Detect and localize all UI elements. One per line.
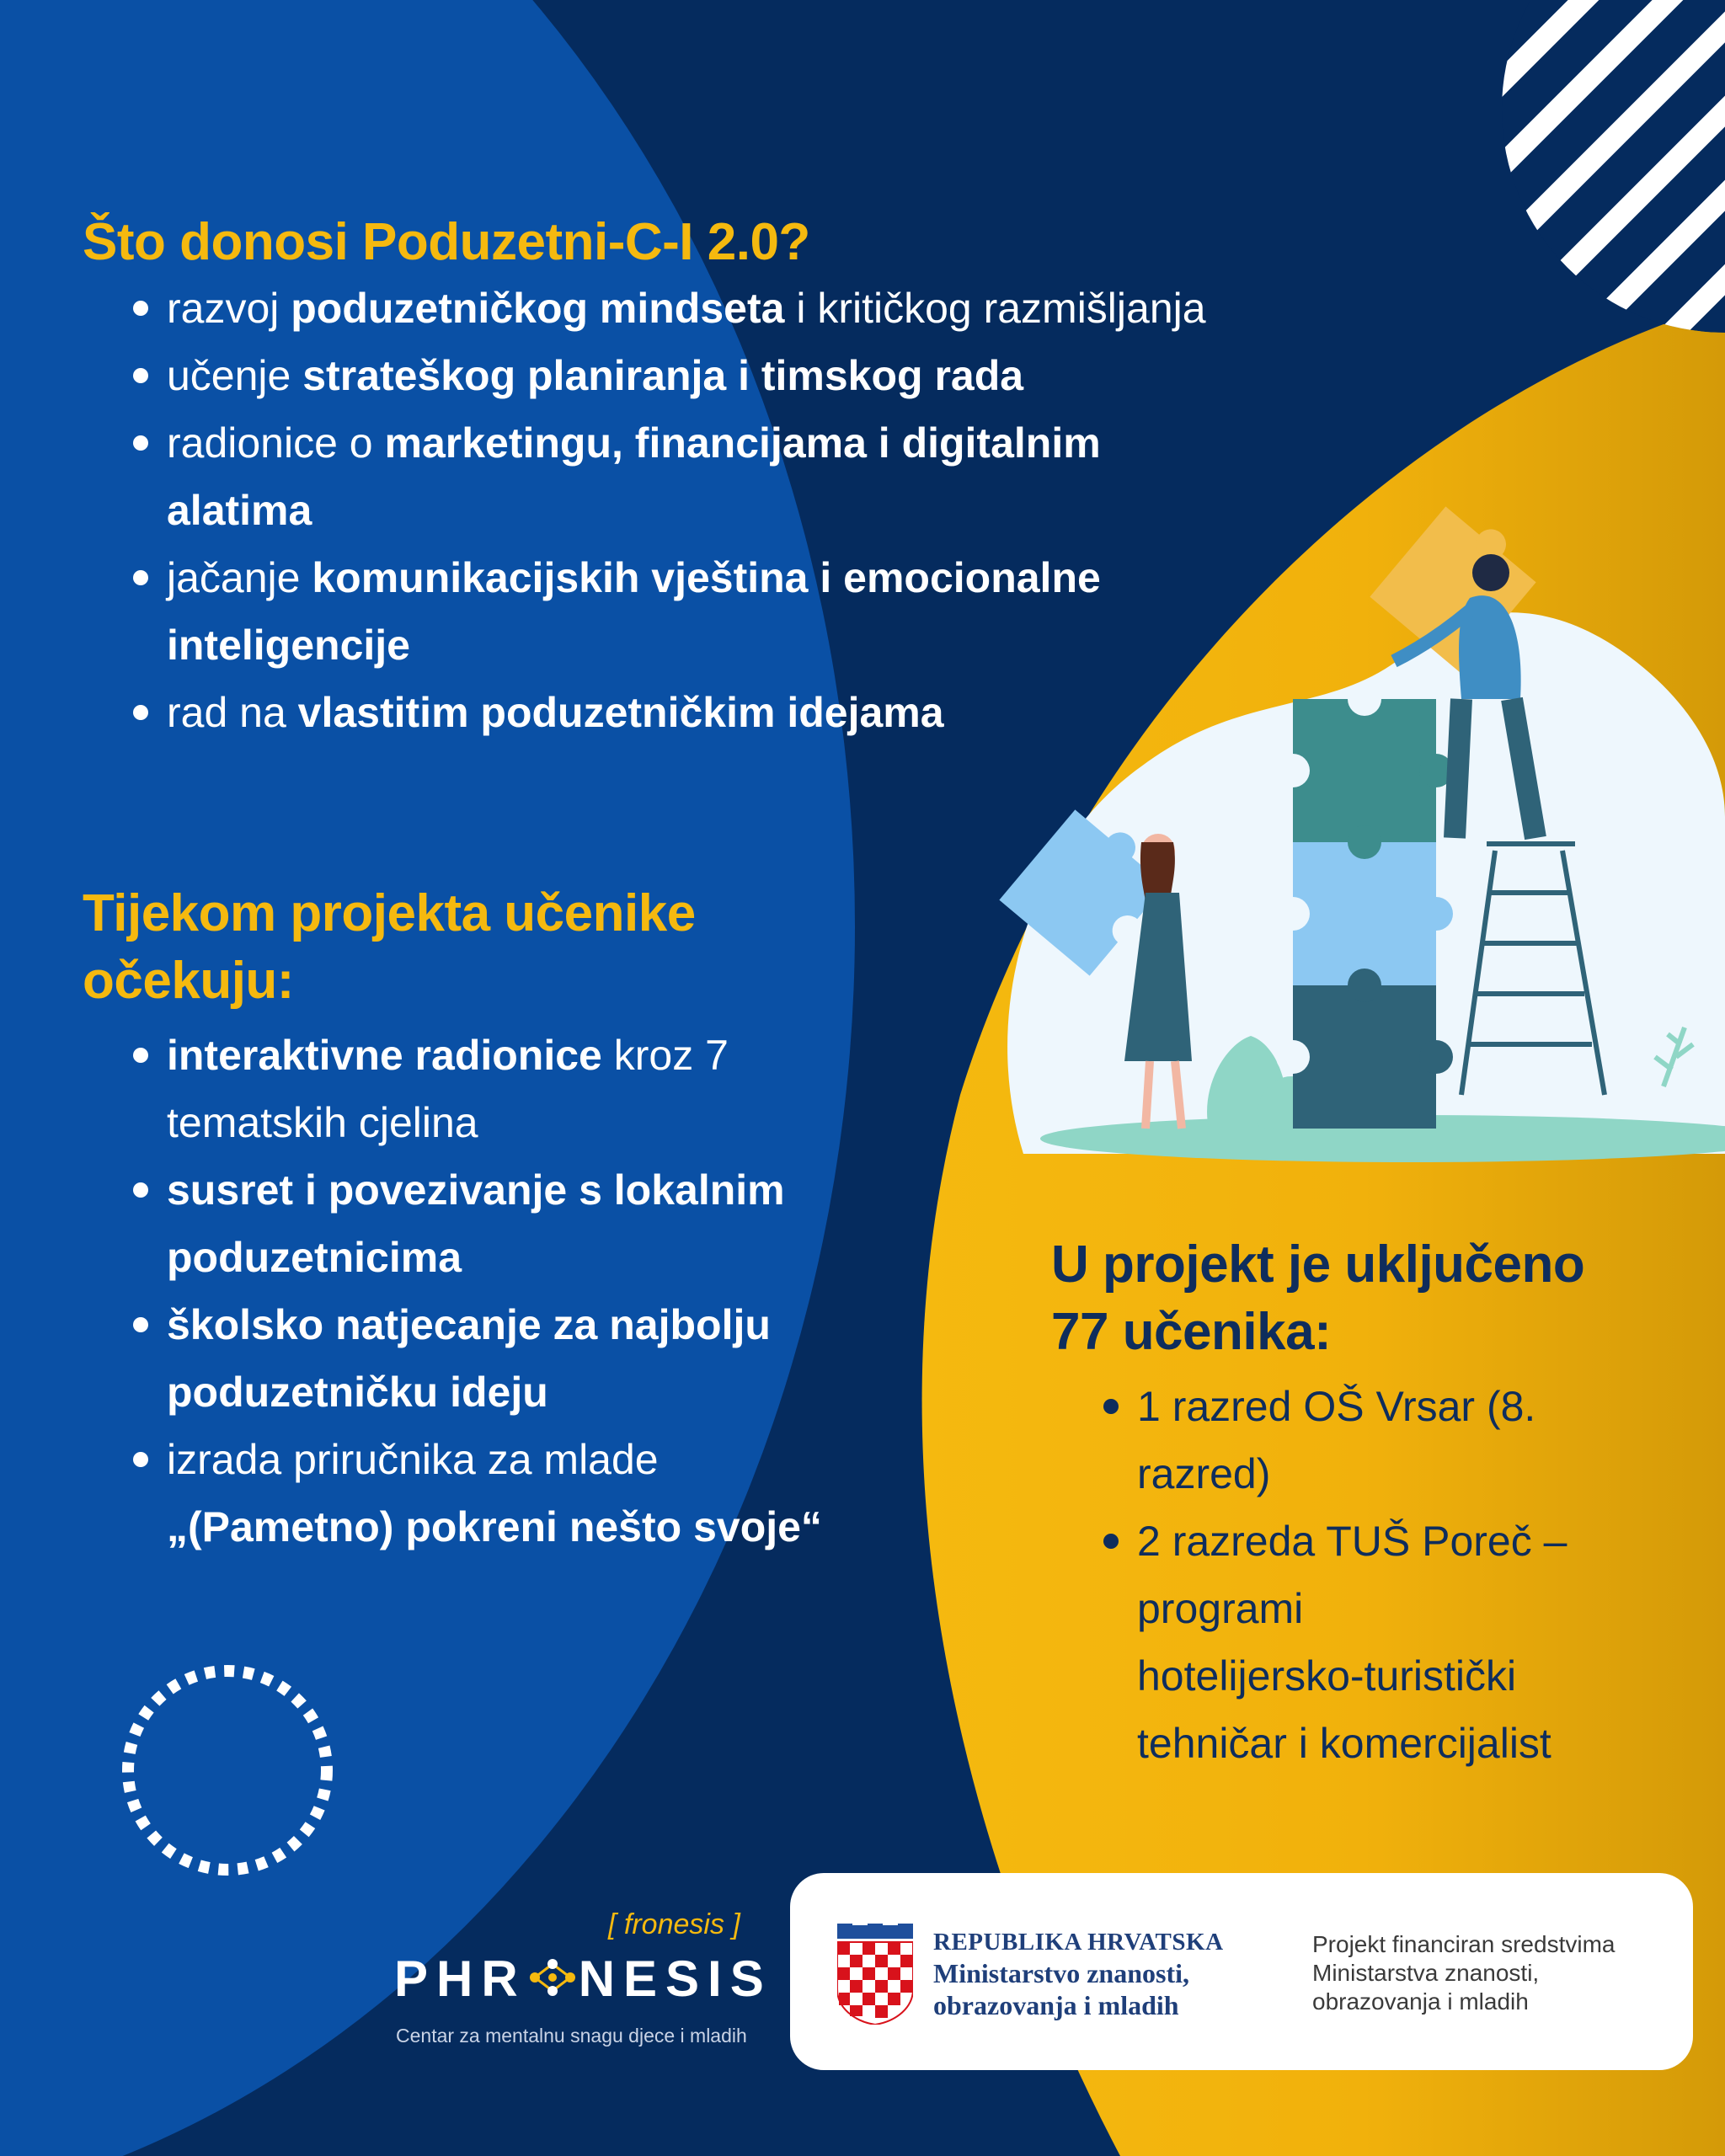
list-item: učenje strateškog planiranja i timskog rada <box>133 342 1346 409</box>
list-item: rad na vlastitim poduzetničkim idejama <box>133 679 1346 746</box>
section-participants <box>1051 1231 1691 1777</box>
fronesis-label: [ fronesis ] <box>608 1908 740 1940</box>
expectations-list <box>133 1022 925 1561</box>
participants-list <box>1103 1373 1691 1777</box>
section-intro <box>83 209 1346 746</box>
section-expectations <box>83 880 925 1561</box>
intro-list <box>133 275 1346 746</box>
funding-note: Projekt financiran sredstvima Ministarstva znanosti, obrazovanja i mladih <box>1312 1931 1616 2015</box>
section-participants-title: U projekt je uključeno 77 učenika: <box>1051 1235 1585 1361</box>
list-item: 2 razreda TUŠ Poreč – programi hotelijersko-turistički tehničar i komercijalist <box>1103 1508 1691 1777</box>
list-item: susret i povezivanje s lokalnim poduzetnicima <box>133 1156 925 1291</box>
croatian-coat-of-arms-icon <box>837 1924 913 2025</box>
list-item: školsko natjecanje za najbolju poduzetničku ideju <box>133 1291 925 1426</box>
network-icon <box>526 1956 579 1999</box>
ministry-card <box>790 1873 1693 2070</box>
list-item: radionice o marketingu, financijama i digitalnim alatima <box>133 409 1346 544</box>
list-item: razvoj poduzetničkog mindseta i kritičkog razmišljanja <box>133 275 1346 342</box>
ministry-name: REPUBLIKA HRVATSKA Ministarstvo znanosti, obrazovanja i mladih <box>933 1929 1224 2020</box>
list-item: jačanje komunikacijskih vještina i emocionalne inteligencije <box>133 544 1346 679</box>
phronesis-tagline: Centar za mentalnu snagu djece i mladih <box>396 2025 747 2047</box>
section-intro-title: Što donosi Poduzetni-C-I 2.0? <box>83 213 810 271</box>
list-item: interaktivne radionice kroz 7 tematskih cjelina <box>133 1022 925 1156</box>
phronesis-logo: PHR NESIS <box>394 1951 772 2007</box>
section-expectations-title: Tijekom projekta učenike očekuju: <box>83 884 696 1010</box>
list-item: izrada priručnika za mlade „(Pametno) pokreni nešto svoje“ <box>133 1426 925 1561</box>
list-item: 1 razred OŠ Vrsar (8. razred) <box>1103 1373 1691 1508</box>
